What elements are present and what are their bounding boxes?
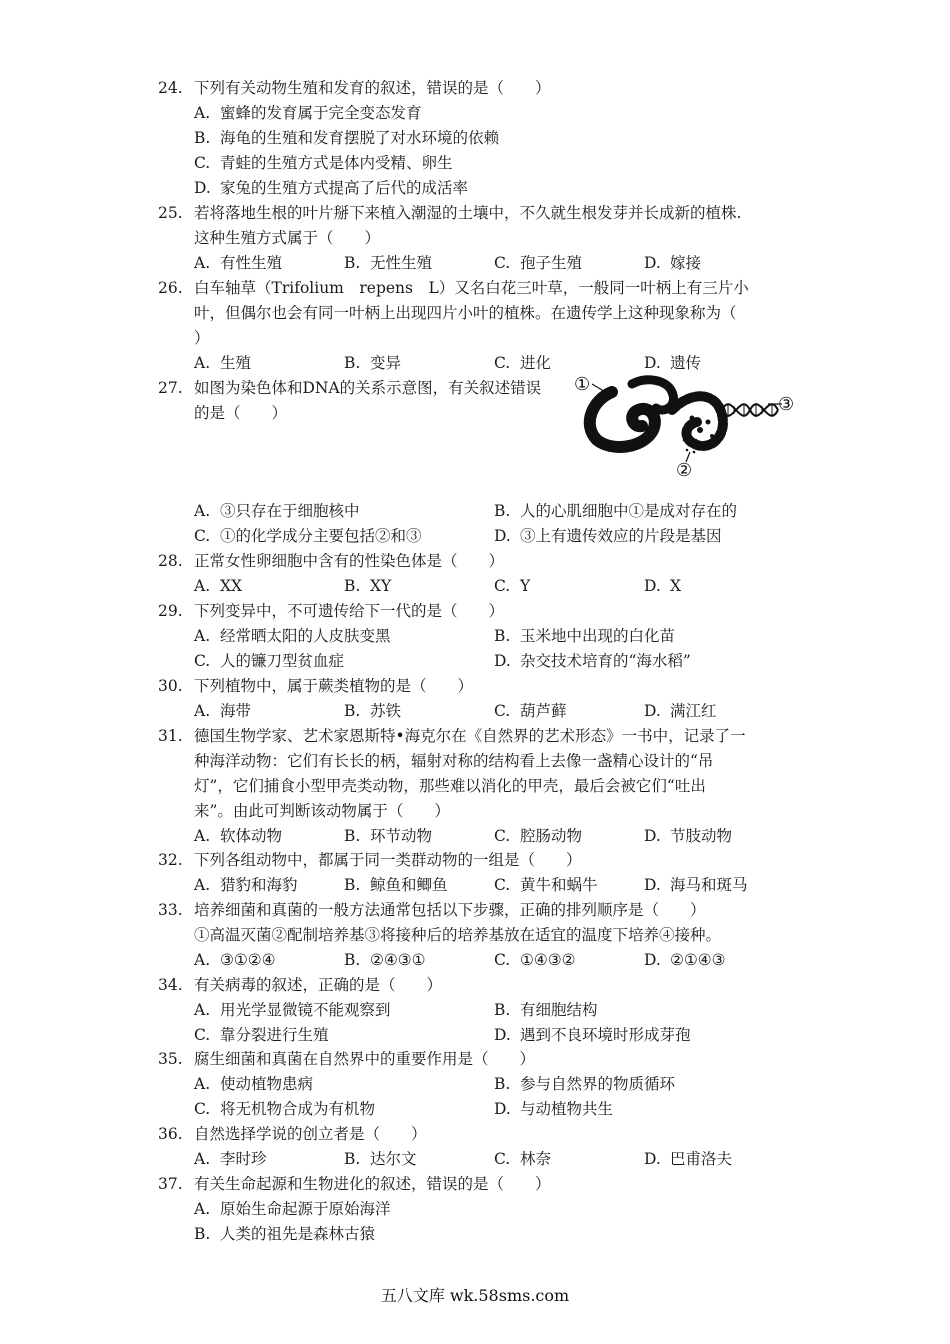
question-stem: 自然选择学说的创立者是（ ） [194, 1125, 427, 1143]
question-29 [158, 599, 798, 674]
option-b: B. 达尔文 [344, 1150, 417, 1168]
option-a: A. 用光学显微镜不能观察到 [194, 1001, 391, 1019]
question-stem: 下列有关动物生殖和发育的叙述，错误的是（ ） [194, 79, 551, 97]
question-34 [158, 973, 798, 1048]
option-a: A. 生殖 [194, 354, 252, 372]
option-d: D. 满江红 [644, 702, 717, 720]
option-c: C. ①④③② [494, 951, 576, 969]
option-c: C. 黄牛和蜗牛 [494, 876, 598, 894]
option-a: A. 软体动物 [194, 827, 283, 845]
option-c: C. 靠分裂进行生殖 [194, 1026, 329, 1044]
option-c: C. 将无机物合成为有机物 [194, 1100, 376, 1118]
option-c: C. 葫芦藓 [494, 702, 567, 720]
question-stem-line: ） [194, 329, 210, 347]
option-b: B. 环节动物 [344, 827, 433, 845]
option-d: D. 海马和斑马 [644, 876, 748, 894]
option-b: B. 人的心肌细胞中①是成对存在的 [494, 502, 738, 520]
question-stem-line: ①高温灭菌②配制培养基③将接种后的培养基放在适宜的温度下培养④接种。 [194, 926, 722, 944]
figure-label-3: ③ [778, 394, 795, 415]
option-b: B. 海龟的生殖和发育摆脱了对水环境的依赖 [194, 129, 500, 147]
option-d: D. 与动植物共生 [494, 1100, 614, 1118]
question-stem-line: 叶，但偶尔也会有同一叶柄上出现四片小叶的植株。在遗传学上这种现象称为（ [194, 304, 737, 322]
question-stem-line: 灯”，它们捕食小型甲壳类动物，那些难以消化的甲壳，最后会被它们“吐出 [194, 777, 706, 795]
question-number: 27. [158, 379, 183, 397]
question-number: 28. [158, 552, 183, 570]
question-32 [158, 848, 798, 898]
question-number: 29. [158, 602, 183, 620]
option-c: C. 林奈 [494, 1150, 552, 1168]
question-stem: 有关生命起源和生物进化的叙述，错误的是（ ） [194, 1175, 551, 1193]
question-stem: 正常女性卵细胞中含有的性染色体是（ ） [194, 552, 505, 570]
option-b: B. ②④③① [344, 951, 426, 969]
option-c: C. 人的镰刀型贫血症 [194, 652, 345, 670]
question-stem: 培养细菌和真菌的一般方法通常包括以下步骤，正确的排列顺序是（ ） [194, 901, 706, 919]
option-d: D. ③上有遗传效应的片段是基因 [494, 527, 722, 545]
option-b: B. 鲸鱼和鲫鱼 [344, 876, 448, 894]
option-c: C. Y [494, 577, 531, 595]
option-a: A. 猎豹和海豹 [194, 876, 298, 894]
question-stem: 白车轴草（Trifolium repens L）又名白花三叶草，一般同一叶柄上有三片小 [194, 279, 749, 297]
option-b: B. 变异 [344, 354, 402, 372]
figure-label-1: ① [574, 374, 591, 395]
question-27-options [158, 499, 798, 549]
question-31 [158, 724, 798, 849]
option-a: A. 李时珍 [194, 1150, 267, 1168]
option-a: A. 蜜蜂的发育属于完全变态发育 [194, 104, 422, 122]
option-c: C. ①的化学成分主要包括②和③ [194, 527, 422, 545]
option-d: D. 节肢动物 [644, 827, 733, 845]
option-d: D. 家兔的生殖方式提高了后代的成活率 [194, 179, 469, 197]
option-a: A. XX [194, 577, 243, 595]
question-stem: 下列植物中，属于蕨类植物的是（ ） [194, 677, 474, 695]
question-37 [158, 1172, 798, 1247]
option-d: D. 遇到不良环境时形成芽孢 [494, 1026, 691, 1044]
question-stem: 下列各组动物中，都属于同一类群动物的一组是（ ） [194, 851, 582, 869]
option-d: D. 巴甫洛夫 [644, 1150, 733, 1168]
option-c: C. 青蛙的生殖方式是体内受精、卵生 [194, 154, 453, 172]
question-number: 33. [158, 901, 183, 919]
option-b: B. 无性生殖 [344, 254, 433, 272]
question-27 [158, 376, 558, 426]
question-stem-line: 这种生殖方式属于（ ） [194, 229, 381, 247]
question-stem: 若将落地生根的叶片掰下来植入潮湿的土壤中，不久就生根发芽并长成新的植株. [194, 204, 742, 222]
question-number: 26. [158, 279, 183, 297]
question-number: 30. [158, 677, 183, 695]
question-stem: 有关病毒的叙述，正确的是（ ） [194, 976, 443, 994]
question-36 [158, 1122, 798, 1172]
option-a: A. 海带 [194, 702, 252, 720]
option-d: D. ②①④③ [644, 951, 726, 969]
option-a: A. 经常晒太阳的人皮肤变黑 [194, 627, 391, 645]
figure-label-2: ② [676, 460, 693, 480]
question-35 [158, 1047, 798, 1122]
option-a: A. ③只存在于细胞核中 [194, 502, 360, 520]
option-d: D. X [644, 577, 682, 595]
option-a: A. 原始生命起源于原始海洋 [194, 1200, 391, 1218]
option-c: C. 孢子生殖 [494, 254, 583, 272]
question-number: 36. [158, 1125, 183, 1143]
question-number: 34. [158, 976, 183, 994]
option-c: C. 腔肠动物 [494, 827, 583, 845]
option-d: D. 杂交技术培育的“海水稻” [494, 652, 691, 670]
question-25 [158, 201, 798, 276]
option-b: B. 人类的祖先是森林古猿 [194, 1225, 376, 1243]
question-stem: 如图为染色体和DNA的关系示意图，有关叙述错误 [194, 379, 542, 397]
option-a: A. 有性生殖 [194, 254, 283, 272]
question-26 [158, 276, 798, 376]
question-30 [158, 674, 798, 724]
question-stem: 腐生细菌和真菌在自然界中的重要作用是（ ） [194, 1050, 536, 1068]
question-stem: 德国生物学家、艺术家恩斯特•海克尔在《自然界的艺术形态》一书中，记录了一 [194, 727, 746, 745]
option-b: B. 有细胞结构 [494, 1001, 598, 1019]
question-number: 37. [158, 1175, 183, 1193]
option-a: A. ③①②④ [194, 951, 276, 969]
option-c: C. 进化 [494, 354, 552, 372]
question-24 [158, 76, 798, 201]
option-d: D. 遗传 [644, 354, 702, 372]
chromosome-dna-diagram [572, 370, 798, 480]
question-33 [158, 898, 798, 973]
option-d: D. 嫁接 [644, 254, 702, 272]
question-number: 25. [158, 204, 183, 222]
option-b: B. 玉米地中出现的白化苗 [494, 627, 676, 645]
option-a: A. 使动植物患病 [194, 1075, 314, 1093]
question-number: 32. [158, 851, 183, 869]
question-stem: 下列变异中，不可遗传给下一代的是（ ） [194, 602, 505, 620]
option-b: B. 参与自然界的物质循环 [494, 1075, 676, 1093]
question-number: 31. [158, 727, 183, 745]
question-28 [158, 549, 798, 599]
question-stem-line: 种海洋动物：它们有长长的柄，辐射对称的结构看上去像一盏精心设计的“吊 [194, 752, 714, 770]
question-number: 35. [158, 1050, 183, 1068]
question-stem-line: 来”。由此可判断该动物属于（ ） [194, 802, 450, 820]
option-b: B. 苏铁 [344, 702, 402, 720]
option-b: B. XY [344, 577, 392, 595]
page-footer: 五八文库 wk.58sms.com [380, 1286, 570, 1305]
question-stem-line: 的是（ ） [194, 404, 288, 422]
question-number: 24. [158, 79, 183, 97]
